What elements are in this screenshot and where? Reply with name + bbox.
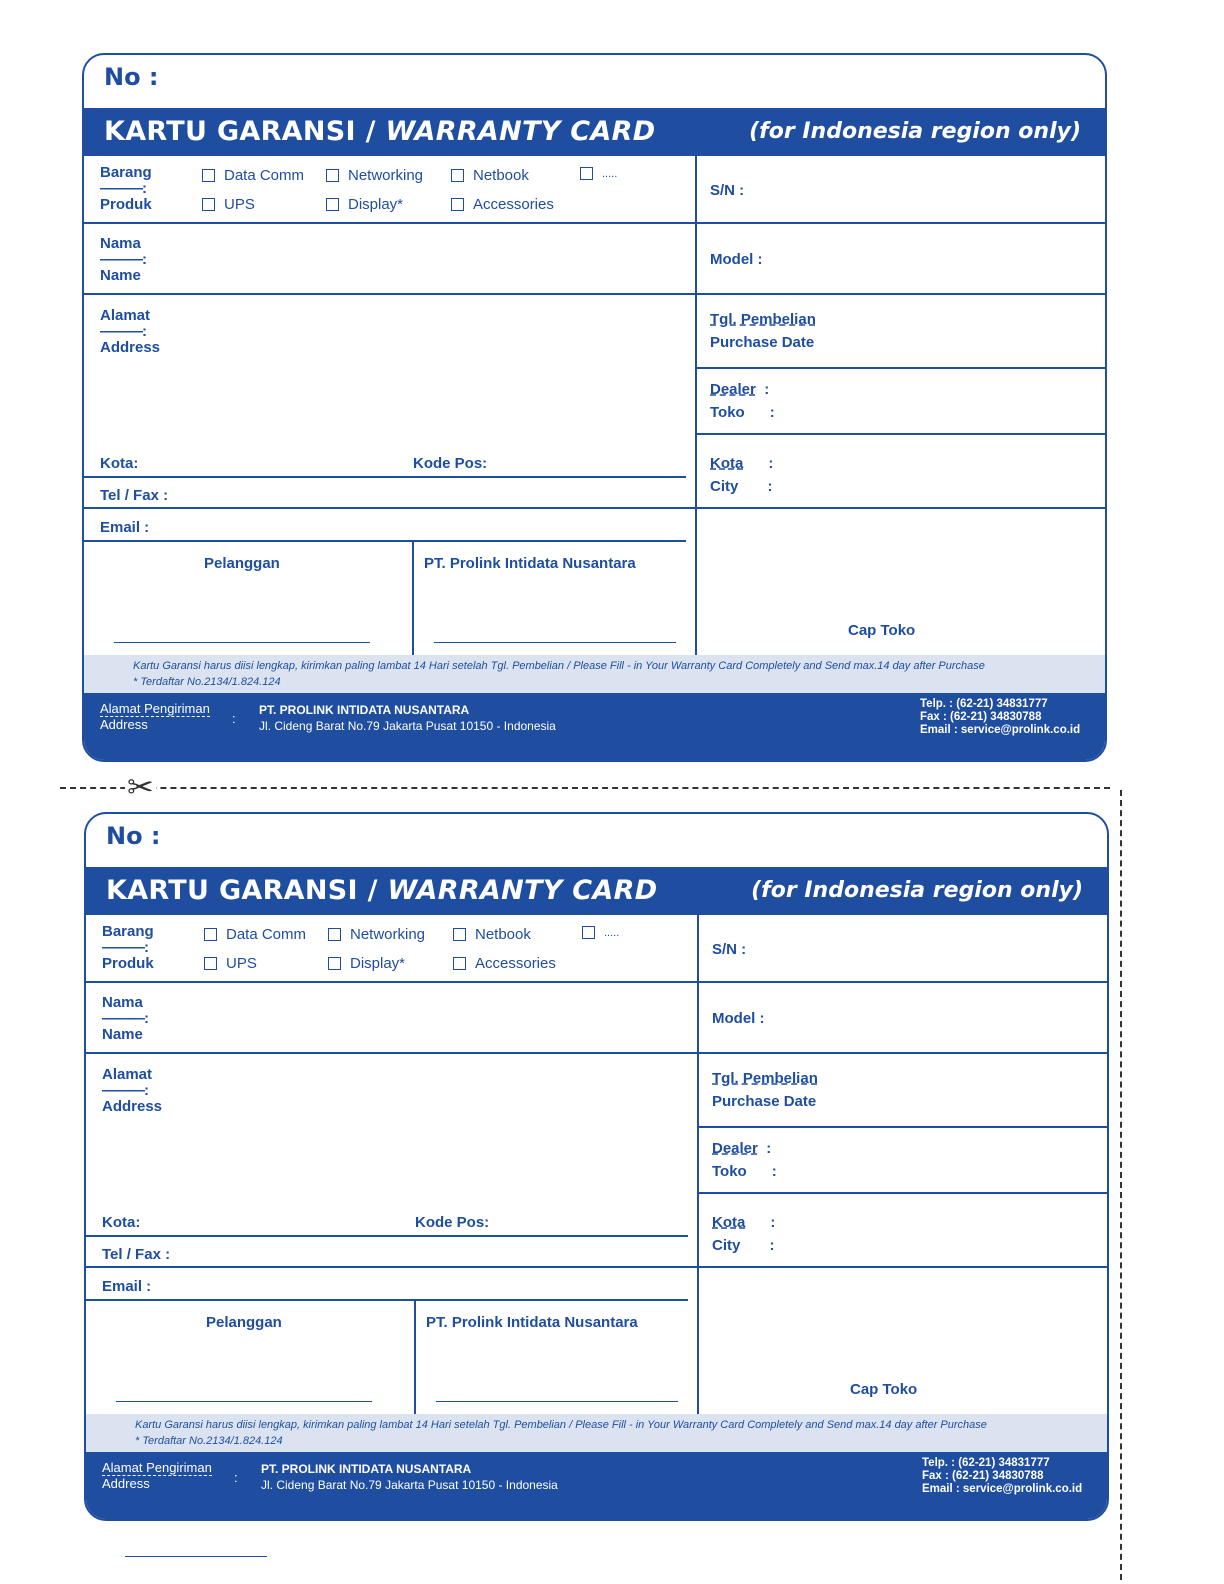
checkbox-display[interactable]: Display* — [326, 196, 403, 213]
title-bar — [86, 867, 1107, 915]
warranty-card-top — [82, 53, 1107, 762]
company-street: Jl. Cideng Barat No.79 Jakarta Pusat 10150 - Indonesia — [259, 719, 556, 733]
nama-label: Nama ———: Name — [100, 235, 147, 284]
checkbox-box[interactable] — [326, 169, 339, 182]
card-number-label: No : — [106, 822, 161, 850]
barang-produk-label: Barang ———: Produk — [100, 164, 152, 213]
checkbox-data-comm[interactable]: Data Comm — [202, 167, 304, 184]
shipping-address-label: Alamat Pengiriman Address — [100, 701, 210, 732]
purchase-date-label: Tgl. Pembelian Purchase Date — [710, 311, 816, 351]
company-name: PT. PROLINK INTIDATA NUSANTARA — [259, 703, 470, 717]
customer-signature-label: Pelanggan — [204, 555, 280, 572]
registration-number: * Terdaftar No.2134/1.824.124 — [135, 1435, 283, 1447]
title-bar — [84, 108, 1105, 156]
tel-fax-label: Tel / Fax : — [100, 487, 169, 504]
nama-label: Nama ———: Name — [102, 994, 149, 1043]
region-note: (for Indonesia region only) — [749, 119, 1081, 144]
company-signature-label: PT. Prolink Intidata Nusantara — [424, 555, 636, 572]
checkbox-box[interactable] — [202, 198, 215, 211]
checkbox-box[interactable] — [204, 928, 217, 941]
checkbox-other[interactable]: ..... — [580, 167, 617, 180]
card-title: KARTU GARANSI / WARRANTY CARD — [104, 116, 656, 147]
checkbox-box[interactable] — [453, 957, 466, 970]
model-label: Model : — [712, 1010, 765, 1027]
note-text: Kartu Garansi harus diisi lengkap, kirimkan paling lambat 14 Hari setelah Tgl. Pembelian / Please Fill - in Your Warranty Card Completely and Send max.14 day after Purchase — [135, 1419, 987, 1431]
checkbox-box[interactable] — [580, 167, 593, 180]
purchase-date-label: Tgl. Pembelian Purchase Date — [712, 1070, 818, 1110]
warranty-card-bottom — [84, 812, 1109, 1521]
company-signature-label: PT. Prolink Intidata Nusantara — [426, 1314, 638, 1331]
customer-signature-label: Pelanggan — [206, 1314, 282, 1331]
shipping-address-label: Alamat Pengiriman Address — [102, 1460, 212, 1491]
alamat-label: Alamat ———: Address — [100, 307, 161, 356]
footer: Alamat Pengiriman Address : PT. PROLINK INTIDATA NUSANTARA Jl. Cideng Barat No.79 Jakarta Pusat 10150 - Indonesia Telp. : (62-21) 34831777 Fax : (62-21) 34830788 Email : service@prolink.co.id — [84, 693, 1105, 762]
kode-pos-label: Kode Pos: — [413, 455, 488, 472]
checkbox-box[interactable] — [328, 957, 341, 970]
dealer-label: Dealer : Toko : — [712, 1140, 777, 1180]
bottom-rule — [125, 1556, 267, 1557]
alamat-label: Alamat ———: Address — [102, 1066, 163, 1115]
sn-label: S/N : — [710, 182, 745, 199]
registration-number: * Terdaftar No.2134/1.824.124 — [133, 676, 281, 688]
dealer-label: Dealer : Toko : — [710, 381, 775, 421]
region-note: (for Indonesia region only) — [751, 878, 1083, 903]
checkbox-box[interactable] — [326, 198, 339, 211]
checkbox-netbook[interactable]: Netbook — [451, 167, 529, 184]
contact-block: Telp. : (62-21) 34831777 Fax : (62-21) 34830788 Email : service@prolink.co.id — [920, 698, 1081, 736]
vertical-cut-line — [1120, 790, 1122, 1580]
store-stamp-label: Cap Toko — [850, 1381, 918, 1398]
company-street: Jl. Cideng Barat No.79 Jakarta Pusat 10150 - Indonesia — [261, 1478, 558, 1492]
store-city-label: Kota : City : — [712, 1214, 776, 1254]
scissors-icon: ✂ — [127, 768, 154, 806]
checkbox-box[interactable] — [204, 957, 217, 970]
card-title: KARTU GARANSI / WARRANTY CARD — [106, 875, 658, 906]
checkbox-other[interactable]: ..... — [582, 926, 619, 939]
checkbox-ups[interactable]: UPS — [204, 955, 257, 972]
footer: Alamat Pengiriman Address : PT. PROLINK INTIDATA NUSANTARA Jl. Cideng Barat No.79 Jakarta Pusat 10150 - Indonesia Telp. : (62-21) 34831777 Fax : (62-21) 34830788 Email : service@prolink.co.id — [86, 1452, 1107, 1521]
company-signature-line[interactable] — [436, 1401, 678, 1402]
checkbox-networking[interactable]: Networking — [328, 926, 425, 943]
note-band — [84, 655, 1105, 693]
checkbox-box[interactable] — [453, 928, 466, 941]
checkbox-accessories[interactable]: Accessories — [451, 196, 554, 213]
checkbox-box[interactable] — [202, 169, 215, 182]
checkbox-networking[interactable]: Networking — [326, 167, 423, 184]
card-number-label: No : — [104, 63, 159, 91]
company-name: PT. PROLINK INTIDATA NUSANTARA — [261, 1462, 472, 1476]
sn-label: S/N : — [712, 941, 747, 958]
company-signature-line[interactable] — [434, 642, 676, 643]
checkbox-box[interactable] — [451, 198, 464, 211]
kota-label: Kota: — [100, 455, 139, 472]
barang-produk-label: Barang ———: Produk — [102, 923, 154, 972]
checkbox-box[interactable] — [582, 926, 595, 939]
customer-signature-line[interactable] — [116, 1401, 372, 1402]
tel-fax-label: Tel / Fax : — [102, 1246, 171, 1263]
kode-pos-label: Kode Pos: — [415, 1214, 490, 1231]
cut-line — [60, 787, 1110, 789]
checkbox-accessories[interactable]: Accessories — [453, 955, 556, 972]
contact-block: Telp. : (62-21) 34831777 Fax : (62-21) 34830788 Email : service@prolink.co.id — [922, 1457, 1083, 1495]
store-stamp-label: Cap Toko — [848, 622, 916, 639]
checkbox-data-comm[interactable]: Data Comm — [204, 926, 306, 943]
checkbox-netbook[interactable]: Netbook — [453, 926, 531, 943]
email-label: Email : — [102, 1278, 152, 1295]
model-label: Model : — [710, 251, 763, 268]
checkbox-display[interactable]: Display* — [328, 955, 405, 972]
checkbox-box[interactable] — [328, 928, 341, 941]
note-band — [86, 1414, 1107, 1452]
email-label: Email : — [100, 519, 150, 536]
kota-label: Kota: — [102, 1214, 141, 1231]
note-text: Kartu Garansi harus diisi lengkap, kirimkan paling lambat 14 Hari setelah Tgl. Pembelian / Please Fill - in Your Warranty Card Completely and Send max.14 day after Purchase — [133, 660, 985, 672]
store-city-label: Kota : City : — [710, 455, 774, 495]
customer-signature-line[interactable] — [114, 642, 370, 643]
checkbox-box[interactable] — [451, 169, 464, 182]
checkbox-ups[interactable]: UPS — [202, 196, 255, 213]
